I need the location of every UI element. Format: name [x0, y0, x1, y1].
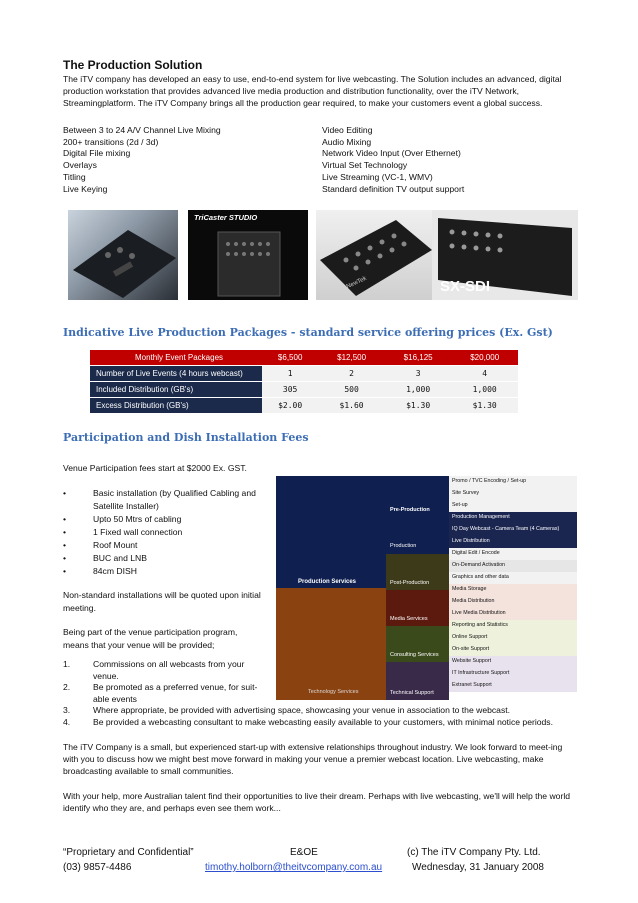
bullet-icon: •	[63, 566, 67, 576]
bullet-icon: •	[63, 553, 67, 563]
feature-item: Network Video Input (Over Ethernet)	[322, 148, 461, 159]
service-item: Online Support	[449, 632, 577, 644]
list-item	[63, 717, 583, 729]
sx-sdi-label: SX-SDI	[440, 278, 491, 295]
list-item-text: venue.	[93, 670, 119, 681]
table-row	[90, 398, 518, 414]
list-number: 4.	[63, 716, 71, 727]
tricaster-label: TriCaster STUDIO	[194, 213, 258, 222]
sx-sdi-photo	[432, 210, 578, 300]
list-number: 2.	[63, 682, 71, 693]
tricaster-image	[188, 210, 308, 300]
service-item: Promo / TVC Encoding / Set-up	[449, 476, 577, 488]
mid-label: Production	[390, 543, 417, 549]
feature-item: Virtual Set Technology	[322, 160, 408, 171]
breakout-box-image	[316, 210, 434, 300]
service-item: On-site Support	[449, 644, 577, 656]
table-header-cell: $16,125	[385, 350, 452, 366]
control-surface-image	[68, 210, 178, 300]
table-cell: 1,000	[385, 382, 452, 398]
service-item: IT Infrastructure Support	[449, 668, 577, 680]
service-item: Live Distribution	[449, 536, 577, 548]
bullet-icon: •	[63, 540, 67, 550]
list-item-text: Commissions on all webcasts from your	[93, 659, 245, 669]
footer-confidential: “Proprietary and Confidential”	[63, 847, 194, 858]
control-surface-photo	[68, 210, 178, 300]
service-item: On-Demand Activation	[449, 560, 577, 572]
service-item: Digital Edit / Encode	[449, 548, 577, 560]
list-item	[63, 526, 273, 539]
list-item-text: Satellite Installer)	[93, 501, 159, 511]
packages-heading: Indicative Live Production Packages - standard service offering prices (Ex. Gst)	[63, 326, 553, 339]
footer-phone: (03) 9857-4486	[63, 862, 132, 873]
feature-item: Live Keying	[63, 183, 108, 194]
feature-item: 200+ transitions (2d / 3d)	[63, 136, 159, 147]
service-item: Reporting and Statistics	[449, 620, 577, 632]
list-item	[63, 539, 273, 552]
mid-label: Media Services	[390, 616, 428, 622]
table-cell: 1	[262, 366, 318, 382]
feature-item: Digital File mixing	[63, 148, 131, 159]
bullet-icon: •	[63, 527, 67, 537]
table-cell: Number of Live Events (4 hours webcast)	[90, 366, 262, 382]
page-title: The Production Solution	[63, 58, 203, 72]
list-item-text: Basic installation (by Qualified Cabling and	[93, 488, 256, 498]
table-header-cell: $20,000	[451, 350, 518, 366]
list-item	[63, 565, 273, 578]
newtek-label: NewTek	[345, 275, 368, 291]
list-item-text: 1 Fixed wall connection	[93, 527, 183, 537]
table-cell: Included Distribution (GB's)	[90, 382, 262, 398]
list-item-text: able events	[93, 693, 137, 704]
list-number: 3.	[63, 705, 71, 716]
list-item	[63, 500, 273, 513]
list-item-text: 84cm DISH	[93, 566, 137, 576]
service-item: IQ Day Webcast - Camera Team (4 Cameras)	[449, 524, 577, 536]
table-cell: $1.60	[318, 398, 385, 414]
nonstandard-note	[63, 589, 261, 615]
text-line: means that your venue will be provided;	[63, 640, 215, 650]
text-line: Being part of the venue participation program,	[63, 627, 238, 637]
text-line: Non-standard installations will be quoted upon initial	[63, 590, 261, 600]
text-line: meeting.	[63, 603, 96, 613]
table-header-cell: Monthly Event Packages	[90, 350, 262, 366]
closing-paragraph-2: With your help, more Australian talent find their opportunities to live their dream. Perhaps with live webcasting, we'll will help the world identify who they are, and perhaps even see them work...	[63, 791, 571, 813]
list-number: 1.	[63, 659, 71, 669]
service-item: Media Distribution	[449, 596, 577, 608]
table-cell: 4	[451, 366, 518, 382]
table-cell: 2	[318, 366, 385, 382]
table-header-row	[90, 350, 518, 366]
table-cell: Excess Distribution (GB's)	[90, 398, 262, 414]
mid-label: Consulting Services	[390, 652, 439, 658]
feature-item: Between 3 to 24 A/V Channel Live Mixing	[63, 125, 221, 135]
table-cell: 1,000	[451, 382, 518, 398]
features-left	[63, 125, 221, 195]
list-item	[63, 705, 583, 717]
technology-block	[276, 588, 386, 700]
list-item-text: Roof Mount	[93, 540, 138, 550]
service-item: Website Support	[449, 656, 577, 668]
feature-item: Overlays	[63, 160, 97, 171]
feature-item: Titling	[63, 171, 86, 182]
fees-heading: Participation and Dish Installation Fees	[63, 431, 309, 444]
list-item-text: Upto 50 Mtrs of cabling	[93, 514, 182, 524]
table-header-cell: $6,500	[262, 350, 318, 366]
service-item: Media Storage	[449, 584, 577, 596]
feature-item: Video Editing	[322, 125, 373, 135]
table-header-cell: $12,500	[318, 350, 385, 366]
venue-intro	[63, 626, 237, 652]
breakout-box-photo	[316, 210, 434, 300]
service-item: Production Management	[449, 512, 577, 524]
footer-copyright: (c) The iTV Company Pty. Ltd.	[407, 847, 541, 858]
list-item	[63, 513, 273, 526]
fees-intro: Venue Participation fees start at $2000 Ex. GST.	[63, 463, 247, 473]
footer-eoe: E&OE	[290, 847, 318, 858]
list-item	[63, 552, 273, 565]
mid-label: Technical Support	[390, 690, 434, 696]
service-item: Graphics and other data	[449, 572, 577, 584]
feature-item: Audio Mixing	[322, 136, 372, 147]
footer-email-link[interactable]: timothy.holborn@theitvcompany.com.au	[205, 862, 383, 873]
service-item: Extranet Support	[449, 680, 577, 692]
table-cell: 305	[262, 382, 318, 398]
intro-paragraph: The iTV company has developed an easy to use, end-to-end system for live webcasting. The Solution includes an advanced, digital production workstation that provides advanced live media production and distribution functionality, over the iTV Network, Streamingplatform. The iTV Company brings all the production gear required, to make your customers event a global success.	[63, 74, 562, 109]
service-item: Set-up	[449, 500, 577, 512]
table-cell: $2.00	[262, 398, 318, 414]
bullet-icon: •	[63, 488, 67, 498]
feature-item: Live Streaming (VC-1, WMV)	[322, 171, 433, 182]
table-row	[90, 382, 518, 398]
footer-date: Wednesday, 31 January 2008	[412, 862, 544, 873]
features-right	[322, 125, 464, 195]
service-item: Live Media Distribution	[449, 608, 577, 620]
list-item-text: Where appropriate, be provided with advertising space, showcasing your venue in association to the webcast.	[93, 705, 511, 716]
production-block	[276, 476, 386, 588]
bullet-icon: •	[63, 514, 67, 524]
table-cell: 3	[385, 366, 452, 382]
list-item-text: Be promoted as a preferred venue, for suit-	[93, 682, 258, 693]
packages-table	[90, 350, 518, 414]
service-item: Site Survey	[449, 488, 577, 500]
table-cell: $1.30	[385, 398, 452, 414]
tricaster-photo	[188, 210, 308, 300]
closing-paragraph-1: The iTV Company is a small, but experienced start-up with extensive relationships throughout industry. We look forward to meet-ing with you to discuss how we might best move forward in making your venue a premier webcast location. Live webcasting, make broadcasting available to small communities.	[63, 742, 563, 776]
list-item-text: BUC and LNB	[93, 553, 147, 563]
production-services-label: Production Services	[298, 579, 357, 585]
installation-bullets	[63, 487, 273, 578]
list-item-text: Be provided a webcasting consultant to make webcasting easily available to your customers, with minimal notice periods.	[93, 716, 553, 727]
technology-services-label: Technology Services	[308, 689, 359, 695]
table-row	[90, 366, 518, 382]
mid-label: Post-Production	[390, 580, 430, 586]
table-cell: $1.30	[451, 398, 518, 414]
list-item	[63, 487, 273, 500]
feature-item: Standard definition TV output support	[322, 183, 465, 194]
table-cell: 500	[318, 382, 385, 398]
mid-label: Pre-Production	[390, 507, 430, 513]
